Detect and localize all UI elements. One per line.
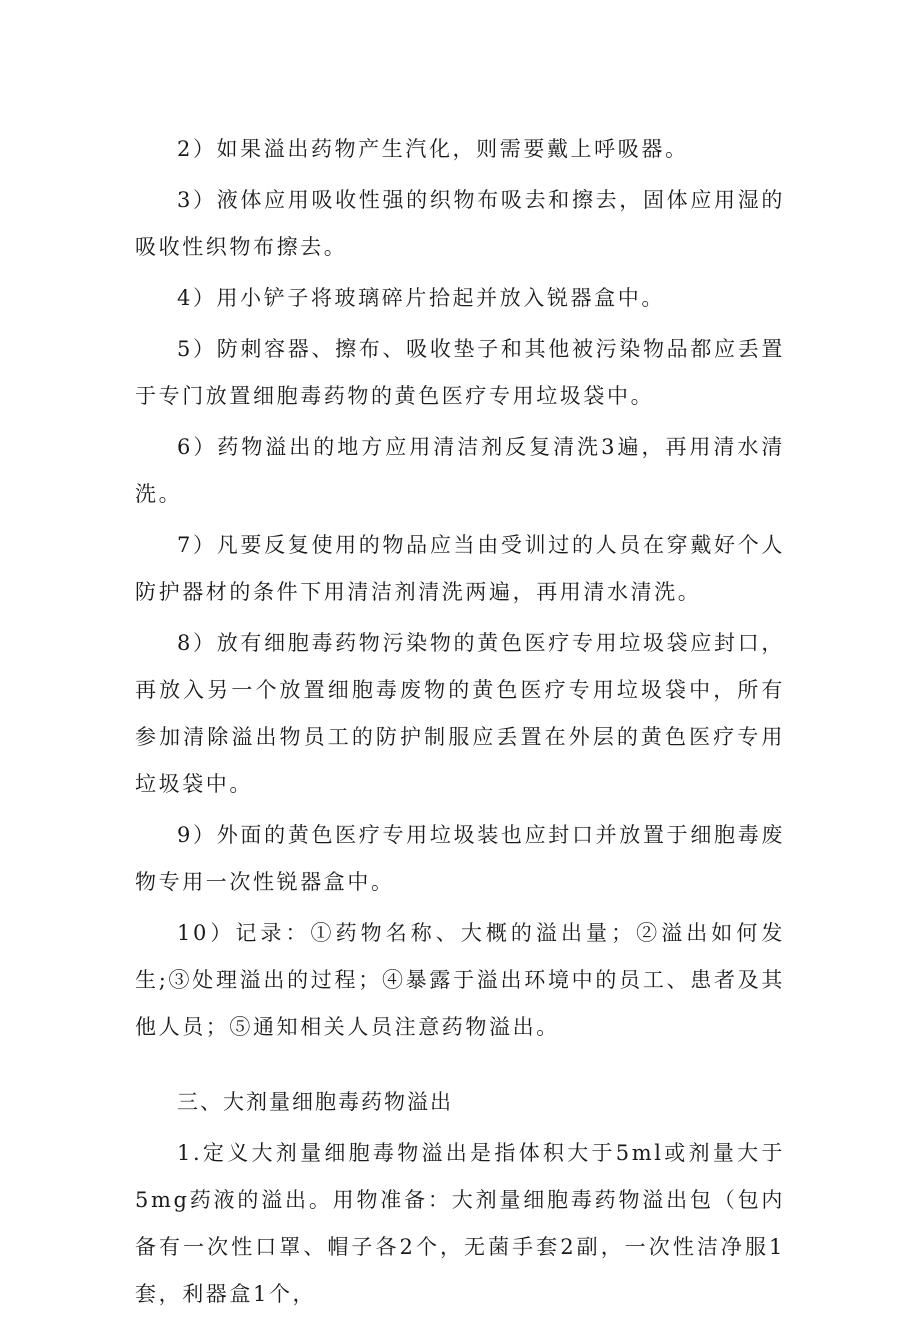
document-body bbox=[135, 126, 785, 1318]
paragraph-item-2: 2）如果溢出药物产生汽化，则需要戴上呼吸器。 bbox=[177, 137, 689, 161]
section-heading: 三、大剂量细胞毒药物溢出 bbox=[177, 1090, 453, 1114]
paragraph-item-10: 10）记录：①药物名称、大概的溢出量；②溢出如何发生;③处理溢出的过程；④暴露于溢出环境中的员工、患者及其他人员；⑤通知相关人员注意药物溢出。 bbox=[135, 921, 785, 1039]
paragraph-item-3: 3）液体应用吸收性强的织物布吸去和擦去，固体应用湿的吸收性织物布擦去。 bbox=[135, 188, 785, 259]
paragraph-item-4: 4）用小铲子将玻璃碎片拾起并放入锐器盒中。 bbox=[177, 286, 665, 310]
paragraph-item-8: 8）放有细胞毒药物污染物的黄色医疗专用垃圾袋应封口，再放入另一个放置细胞毒废物的黄色医疗专用垃圾袋中，所有参加清除溢出物员工的防护制服应丢置在外层的黄色医疗专用垃圾袋中。 bbox=[135, 631, 785, 796]
paragraph-item-5: 5）防刺容器、擦布、吸收垫子和其他被污染物品都应丢置于专门放置细胞毒药物的黄色医疗专用垃圾袋中。 bbox=[135, 337, 785, 408]
paragraph-item-7: 7）凡要反复使用的物品应当由受训过的人员在穿戴好个人防护器材的条件下用清洁剂清洗两遍，再用清水清洗。 bbox=[135, 533, 785, 604]
paragraph-item-9: 9）外面的黄色医疗专用垃圾装也应封口并放置于细胞毒废物专用一次性锐器盒中。 bbox=[135, 823, 785, 894]
section-paragraph-1: 1.定义大剂量细胞毒物溢出是指体积大于5ml或剂量大于5mg药液的溢出。用物准备：大剂量细胞毒药物溢出包（包内备有一次性口罩、帽子各2个，无菌手套2副，一次性洁净服1套，利器盒1个， bbox=[135, 1141, 785, 1306]
paragraph-item-6: 6）药物溢出的地方应用清洁剂反复清洗3遍，再用清水清洗。 bbox=[135, 435, 785, 506]
